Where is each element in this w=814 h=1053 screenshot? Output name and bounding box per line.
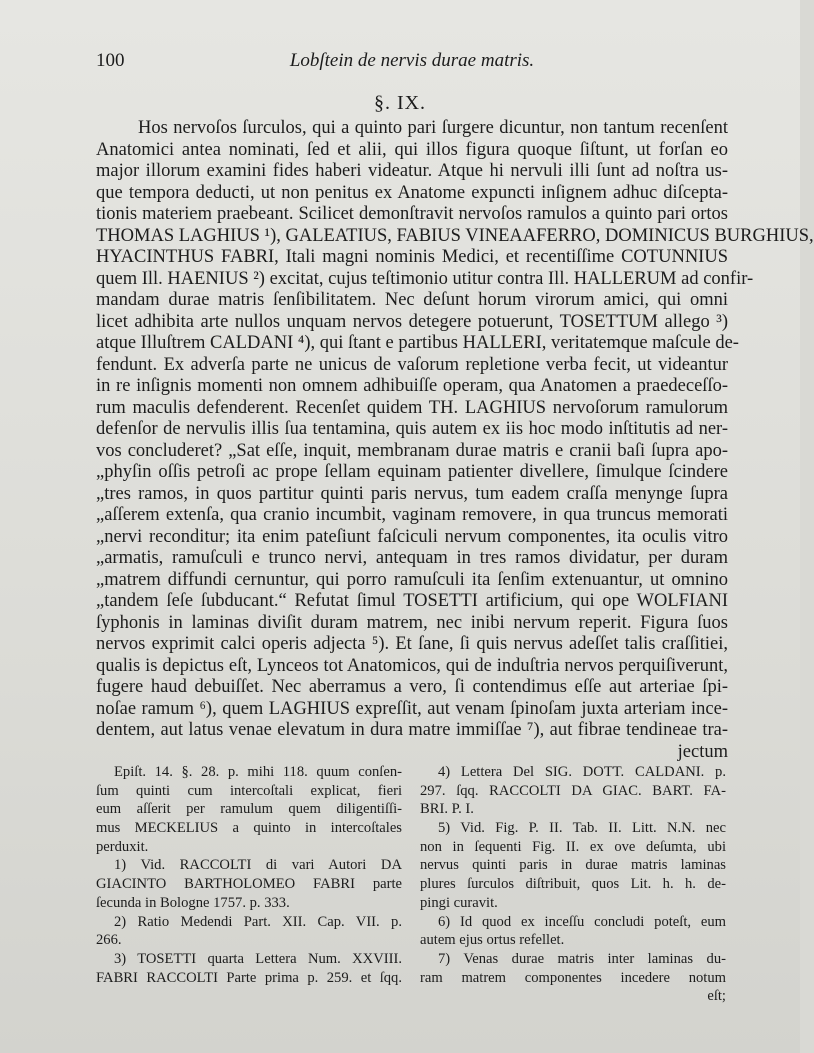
footnote-line: 297. ſqq. RACCOLTI DA GIAC. BART. FA- [420,782,726,799]
text-line: „tandem ſeſe ſubducant.“ Refutat ſimul TOSETTI artificium, qui ope WOLFIANI [96,591,728,611]
text-line: ſyphonis in laminas diviſit duram matrem, nec inibi nervum reperit. Figura ſuos [96,612,728,633]
footnote-line: 7) Venas durae matris inter laminas du- [438,950,726,967]
footnote-line: ram matrem componentes incedere notum [420,969,726,986]
footnote-line: GIACINTO BARTHOLOMEO FABRI parte [96,876,402,893]
text-line: dentem, aut latus venae elevatum in dura matre immiſſae ⁷), aut fibrae tendineae tra- [96,720,728,740]
footnotes-left-column [96,763,402,987]
text-line: licet adhibita arte nullos unquam nervos detegere potuerunt, TOSETTUM allego ³) [96,311,728,332]
text-line: „tres ramos, in quos partitur quinti paris nervus, tum eadem craſſa menynge ſupra [96,483,728,504]
text-line: defenſor de nervulis illis ſua tentamina, quis autem ex iis hoc modo inſtitutis ad ner- [96,419,728,439]
text-line: in re inſignis momenti non omnem adhibuiſſe operam, qua Anatomen a praedeceſſo- [96,376,728,396]
text-line: HYACINTHUS FABRI, Itali magni nominis Medici, et recentiſſime COTUNNIUS [96,247,728,267]
page-number: 100 [96,50,125,71]
text-line: Anatomici antea nominati, ſed et alii, qui illos figura quoque ſiſtunt, ut forſan eo [96,139,728,160]
text-line: major illorum examini fides haberi videatur. Atque hi nervuli illi ſunt ad noſtra us- [96,161,728,181]
text-line: tionis materiem praebeant. Scilicet demonſtravit nervoſos ramulos a quinto pari ortos [96,204,728,224]
footnote-line: pingi curavit. [420,894,498,911]
footnote-line: ſum quinti cum intercoſtali explicat, fieri [96,782,402,799]
text-line: fugere haud debuiſſet. Nec aberramus a vero, ſi contendimus eſſe aut arteriae ſpi- [96,677,728,697]
page-header [96,50,728,76]
text-line: qualis is depictus eſt, Lynceos tot Anatomicos, qui de induſtria nervos perquiſiverunt, [96,655,728,676]
footnote-line: 4) Lettera Del SIG. DOTT. CALDANI. p. [438,764,726,780]
footnote-line: 2) Ratio Medendi Part. XII. Cap. VII. p. [114,913,402,930]
footnote-line: plures ſurculos diſtribuit, quos Lit. h. h. de- [420,876,726,893]
footnote-line: 6) Id quod ex inceſſu concludi poteſt, eum [438,913,726,930]
text-line: quem Ill. HAENIUS ²) excitat, cujus teſtimonio utitur contra Ill. HALLERUM ad confir- [96,268,754,289]
text-line: THOMAS LAGHIUS ¹), GALEATIUS, FABIUS VINEAAFERRO, DOMINICUS BURGHIUS, [96,225,814,246]
text-line: „matrem diffundi cernuntur, qui porro ramuſculi ita ſenſim extenuantur, ut omnino [96,569,728,590]
footnote-line: BRI. P. I. [420,801,474,818]
text-line: nervos exprimit calci operis adjecta ⁵). Et ſane, ſi quis nervus adeſſet talis craſſitiei, [96,634,728,654]
footnote-line: 5) Vid. Fig. P. II. Tab. II. Litt. N.N. nec [438,820,726,837]
text-line: rum maculis defenderent. Recenſet quidem TH. LAGHIUS nervoſorum ramulorum [96,397,728,418]
footnote-line: eum aſſerit per ramulum quem diligentiſſi- [96,801,402,818]
footnote-line: nervus quinti paris in durae matris laminas [420,857,726,874]
text-line: „armatis, ramuſculi e trunco nervi, antequam in tres ramos dividatur, per duram [96,548,728,568]
text-line: mandam durae matris ſenſibilitatem. Nec deſunt horum virorum amici, qui omni [96,290,728,310]
catchword: jectum [677,741,728,762]
text-line: Hos nervoſos ſurculos, qui a quinto pari ſurgere dicuntur, non tantum recenſent [138,118,728,138]
footnote-line: autem ejus ortus refellet. [420,932,565,949]
text-line: que tempora deducti, ut non penitus ex Anatome expuncti inſignem adhuc diſcepta- [96,182,728,203]
footnotes-right-column [420,763,726,1006]
running-title: Lobſtein de nervis durae matris. [289,50,535,71]
footnote-line: eſt; [707,988,726,1005]
footnote-line: 266. [96,932,122,949]
text-line: atque Illuſtrem CALDANI ⁴), qui ſtant e partibus HALLERI, veritatemque maſcule de- [96,333,739,353]
text-line: „aſſerem extenſa, qua cranio incumbit, vaginam removere, in qua truncus memorati [96,505,728,525]
footnote-line: non in ſequenti Fig. II. ex ove deſumta, ubi [420,838,726,855]
footnote-line: Epiſt. 14. §. 28. p. mihi 118. quum conſen- [114,764,402,780]
text-line: fendunt. Ex adverſa parte ne unicus de vaſorum repletione verba fecit, ut videantur [96,354,728,375]
footnote-line: perduxit. [96,838,149,855]
text-line: vos concluderet? „Sat eſſe, inquit, membranam durae matris e cranii baſi ſupra apo- [96,440,728,461]
footnote-line: mus MECKELIUS a quinto in intercoſtales [96,820,402,837]
section-heading: §. IX. [373,92,427,114]
footnote-line: 3) TOSETTI quarta Lettera Num. XXVIII. [114,950,402,967]
text-line: „phyſin oſſis petroſi ac prope ſellam equinam patienter divellere, ſimulque ſcindere [96,462,728,482]
text-line: noſae ramum ⁶), quem LAGHIUS expreſſit, aut venam ſpinoſam juxta arteriam ince- [96,698,728,719]
footnote-line: ſecunda in Bologne 1757. p. 333. [96,894,290,911]
main-text [96,118,814,763]
footnote-line: 1) Vid. RACCOLTI di vari Autori DA [114,857,402,874]
text-line: „nervi reconditur; ita enim pateſiunt faſciculi nervum componentes, ita oculis vitro [96,526,728,547]
footnote-line: FABRI RACCOLTI Parte prima p. 259. et ſqq. [96,969,402,986]
